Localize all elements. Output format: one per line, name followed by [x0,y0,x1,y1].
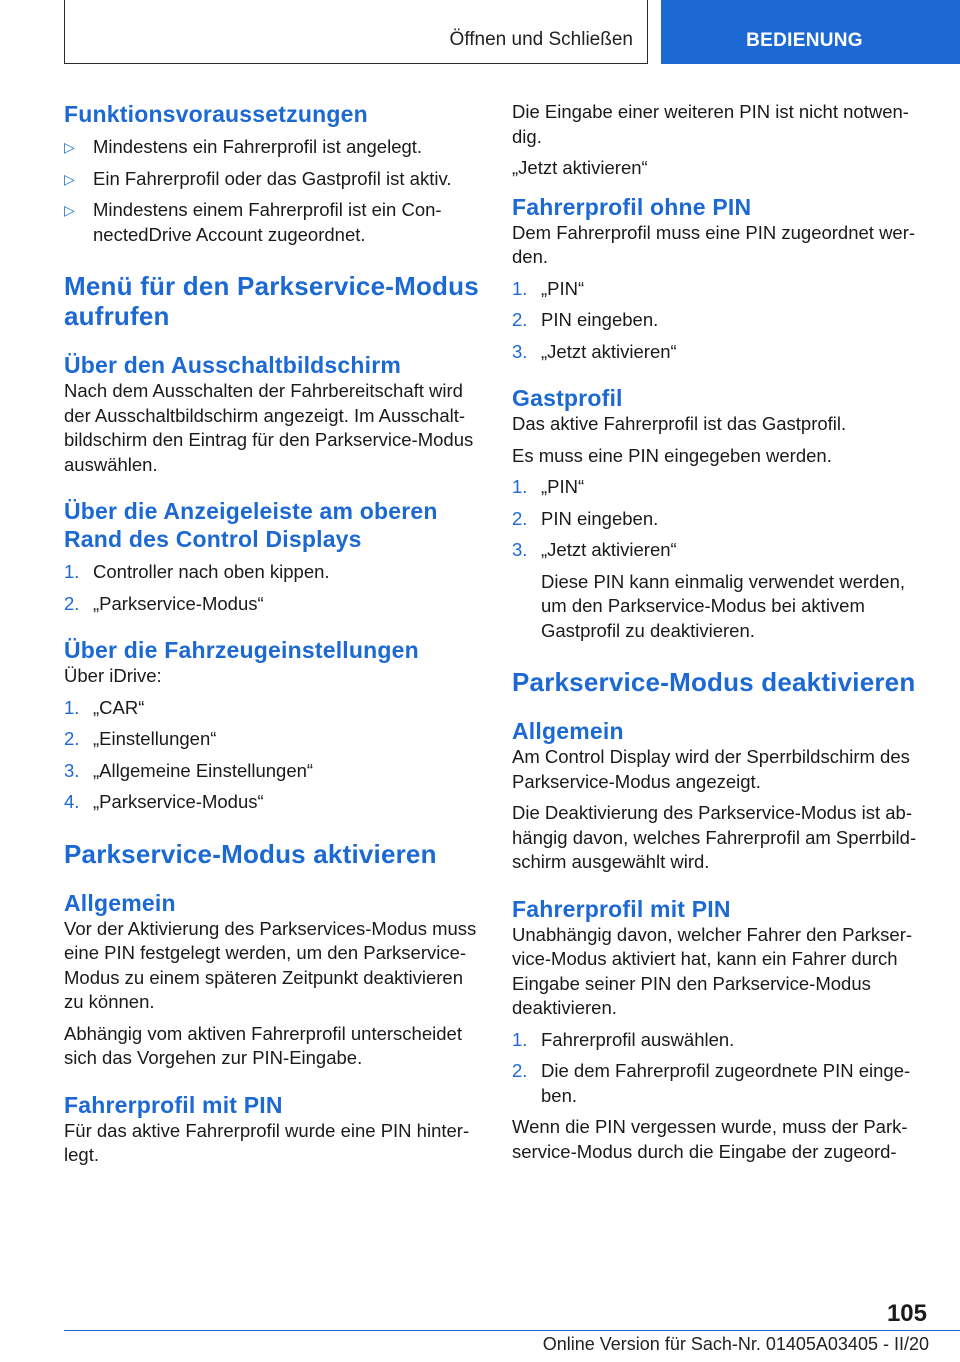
step-number: 2. [64,592,80,614]
paragraph: Das aktive Fahrerprofil ist das Gastprofil. [512,413,847,434]
list-item: 1. Fahrerprofil auswählen. [512,1028,930,1053]
paragraph: Abhängig vom aktiven Fahrerprofil unterscheidet sich das Vorgehen zur PIN-Eingabe. [64,1022,462,1068]
list-item: 2. „Einstellungen“ [64,727,482,752]
step-note: Diese PIN kann einmalig verwendet werden, um den Parkservice-Modus bei aktivem Gastprofil zu deaktivieren. [541,570,906,641]
list-item: 1. „PIN“ [512,277,930,302]
list-item: 2. PIN eingeben. [512,507,930,532]
heading-vehicle-settings: Über die Fahrzeugeinstellungen [64,637,419,663]
heading-activate: Parkservice-Modus aktivieren [64,838,437,869]
heading-menu: Menü für den Parkservice-Modus aufrufen [64,271,479,331]
paragraph: Nach dem Ausschalten der Fahrbereitschaft wird der Ausschaltbildschirm angezeigt. Im Ausschaltbildschirm den Eintrag für den Parkservice-Modus auswählen. [64,380,474,475]
paragraph: Vor der Aktivierung des Parkservices-Modus muss eine PIN festgelegt werden, um den Parkservice-Modus zu einem späteren Zeitpunkt deaktivieren zu können. [64,917,477,1012]
step-number: 1. [512,1028,528,1050]
list-item: 4. „Parkservice-Modus“ [64,790,482,815]
paragraph: Dem Fahrerprofil muss eine PIN zugeordnet werden. [512,221,916,267]
step-number: 1. [64,696,80,718]
heading-guest-profile: Gastprofil [512,385,623,411]
step-number: 2. [64,728,80,749]
step-number: 2. [512,1060,528,1081]
right-column [512,100,930,1164]
heading-deactivate: Parkservice-Modus deaktivieren [512,667,916,697]
step-number: 2. [512,309,528,330]
list-item: 2. „Parkservice-Modus“ [64,592,482,617]
step-number: 1. [512,277,528,299]
list-item: 3. „Allgemeine Einstellungen“ [64,759,482,784]
paragraph: Wenn die PIN vergessen wurde, muss der Parkservice-Modus durch die Eingabe der zugeord- [512,1116,908,1162]
chapter-title: BEDIENUNG [746,30,863,51]
step-number: 2. [512,507,528,529]
step-number: 3. [64,759,80,781]
heading-requirements: Funktionsvoraussetzungen [64,101,368,127]
page-header [0,0,960,66]
heading-profile-with-pin: Fahrerprofil mit PIN [64,1091,283,1118]
paragraph: Für das aktive Fahrerprofil wurde eine PIN hinterlegt. [64,1119,470,1165]
step-number: 1. [64,561,80,582]
list-item: 1. „PIN“ [512,475,930,500]
heading-general: Allgemein [64,889,176,916]
chapter-tab [661,0,960,64]
list-item: 3. „Jetzt aktivieren“ [512,340,930,365]
list-item: 2. Die dem Fahrerprofil zugeordnete PIN eingeben. [512,1059,930,1108]
list-item: 3. „Jetzt aktivieren“ [512,538,930,563]
paragraph: Es muss eine PIN eingegeben werden. [512,444,832,466]
triangle-bullet-icon: ▷ [64,170,75,187]
steps-list [64,560,482,616]
list-item: 2. PIN eingeben. [512,308,930,333]
heading-profile-without-pin: Fahrerprofil ohne PIN [512,193,752,220]
steps-list [512,277,930,365]
online-version-note: Online Version für Sach-Nr. 01405A03405 - II/20 [542,1334,929,1354]
left-column [64,100,482,1168]
footer-rule [860,1330,960,1331]
heading-general: Allgemein [512,718,624,744]
triangle-bullet-icon: ▷ [64,139,75,155]
paragraph: Über iDrive: [64,665,162,686]
heading-display-bar: Über die Anzeigeleiste am oberen Rand des Control Displays [64,498,438,552]
step-number: 3. [512,539,528,560]
steps-list [512,1028,930,1109]
steps-list [64,696,482,815]
list-item: ▷ Mindestens ein Fahrerprofil ist angelegt. [64,135,482,160]
paragraph: Die Deaktivierung des Parkservice-Modus ist abhängig davon, welches Fahrerprofil am Sperrbildschirm ausgewählt wird. [512,802,917,872]
section-tab [64,0,648,64]
list-item: ▷ Mindestens einem Fahrerprofil ist ein ConnectedDrive Account zugeordnet. [64,198,482,247]
list-item: 1. „CAR“ [64,696,482,721]
paragraph: Unabhängig davon, welcher Fahrer den Parkservice-Modus aktiviert hat, kann ein Fahrer durch Eingabe seiner PIN den Parkservice-Modus deaktivieren. [512,923,913,1018]
paragraph: „Jetzt aktivieren“ [512,157,648,178]
paragraph: Die Eingabe einer weiteren PIN ist nicht notwendig. [512,101,909,147]
step-number: 1. [512,476,528,497]
page-number: 105 [886,1300,927,1327]
list-item: 1. Controller nach oben kippen. [64,560,482,585]
heading-profile-with-pin: Fahrerprofil mit PIN [512,895,731,922]
heading-off-screen: Über den Ausschaltbildschirm [64,352,402,378]
triangle-bullet-icon: ▷ [64,202,75,218]
footer-rule [64,1330,860,1331]
list-item: ▷ Ein Fahrerprofil oder das Gastprofil ist aktiv. [64,167,482,192]
step-number: 4. [64,791,80,812]
requirements-list [64,135,482,247]
steps-list [512,475,930,563]
step-number: 3. [512,340,528,362]
section-title: Öffnen und Schließen [449,29,633,50]
paragraph: Am Control Display wird der Sperrbildschirm des Parkservice-Modus angezeigt. [512,746,910,792]
